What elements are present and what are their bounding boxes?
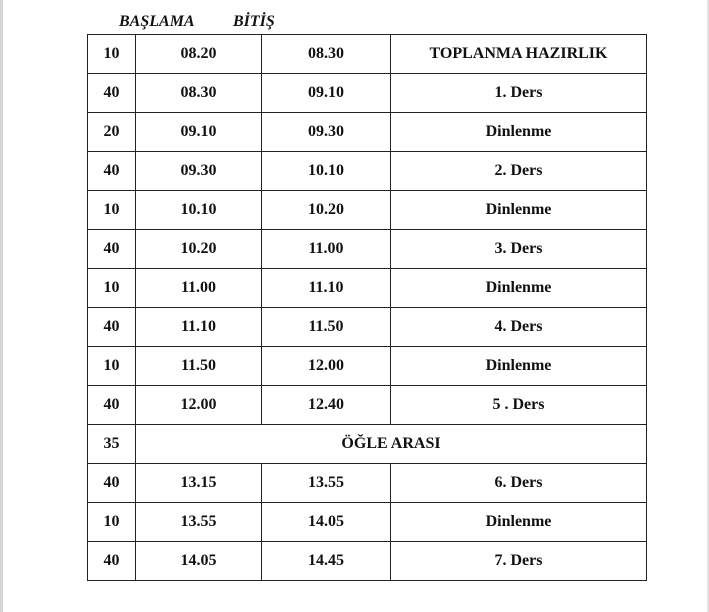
end-time-cell: 11.10 (262, 269, 391, 308)
start-time-cell: 09.10 (136, 113, 262, 152)
activity-cell: 1. Ders (391, 74, 647, 113)
table-row (88, 308, 647, 347)
table-row (88, 464, 647, 503)
duration-cell: 40 (88, 464, 136, 503)
table-row (88, 113, 647, 152)
table-row (88, 542, 647, 581)
duration-cell: 10 (88, 503, 136, 542)
start-time-cell: 13.15 (136, 464, 262, 503)
end-time-cell: 13.55 (262, 464, 391, 503)
table-row (88, 152, 647, 191)
start-time-cell: 10.10 (136, 191, 262, 230)
start-time-cell: 12.00 (136, 386, 262, 425)
duration-cell: 40 (88, 542, 136, 581)
activity-cell: Dinlenme (391, 269, 647, 308)
activity-cell: TOPLANMA HAZIRLIK (391, 35, 647, 74)
duration-cell: 20 (88, 113, 136, 152)
schedule-table (87, 34, 647, 581)
start-time-cell: 08.30 (136, 74, 262, 113)
activity-cell: Dinlenme (391, 347, 647, 386)
table-row (88, 347, 647, 386)
start-time-cell: 11.50 (136, 347, 262, 386)
end-time-cell: 12.00 (262, 347, 391, 386)
end-time-cell: 12.40 (262, 386, 391, 425)
start-time-cell: 09.30 (136, 152, 262, 191)
start-time-cell: 10.20 (136, 230, 262, 269)
start-time-cell: 08.20 (136, 35, 262, 74)
duration-cell: 40 (88, 152, 136, 191)
end-time-cell: 09.30 (262, 113, 391, 152)
page-edge-left (0, 0, 3, 612)
end-column-header: BİTİŞ (233, 13, 275, 30)
end-time-cell: 08.30 (262, 35, 391, 74)
duration-cell: 10 (88, 269, 136, 308)
start-time-cell: 14.05 (136, 542, 262, 581)
duration-cell: 10 (88, 191, 136, 230)
end-time-cell: 10.20 (262, 191, 391, 230)
duration-cell: 10 (88, 35, 136, 74)
activity-cell: 6. Ders (391, 464, 647, 503)
activity-cell: Dinlenme (391, 113, 647, 152)
table-row (88, 386, 647, 425)
duration-cell: 35 (88, 425, 136, 464)
schedule-table-body (88, 35, 647, 581)
end-time-cell: 11.50 (262, 308, 391, 347)
end-time-cell: 14.05 (262, 503, 391, 542)
table-row (88, 35, 647, 74)
activity-cell: 7. Ders (391, 542, 647, 581)
end-time-cell: 14.45 (262, 542, 391, 581)
duration-cell: 10 (88, 347, 136, 386)
activity-cell: Dinlenme (391, 503, 647, 542)
table-row-lunch-break (88, 425, 647, 464)
start-time-cell: 13.55 (136, 503, 262, 542)
activity-cell: 5 . Ders (391, 386, 647, 425)
end-time-cell: 11.00 (262, 230, 391, 269)
activity-cell: 3. Ders (391, 230, 647, 269)
activity-cell: 2. Ders (391, 152, 647, 191)
activity-cell: Dinlenme (391, 191, 647, 230)
duration-cell: 40 (88, 230, 136, 269)
lunch-break-cell: ÖĞLE ARASI (136, 425, 647, 464)
table-row (88, 191, 647, 230)
end-time-cell: 10.10 (262, 152, 391, 191)
table-row (88, 74, 647, 113)
activity-cell: 4. Ders (391, 308, 647, 347)
start-time-cell: 11.10 (136, 308, 262, 347)
table-row (88, 230, 647, 269)
duration-cell: 40 (88, 74, 136, 113)
end-time-cell: 09.10 (262, 74, 391, 113)
table-row (88, 503, 647, 542)
start-time-cell: 11.00 (136, 269, 262, 308)
start-column-header: BAŞLAMA (119, 13, 195, 30)
duration-cell: 40 (88, 308, 136, 347)
table-row (88, 269, 647, 308)
duration-cell: 40 (88, 386, 136, 425)
